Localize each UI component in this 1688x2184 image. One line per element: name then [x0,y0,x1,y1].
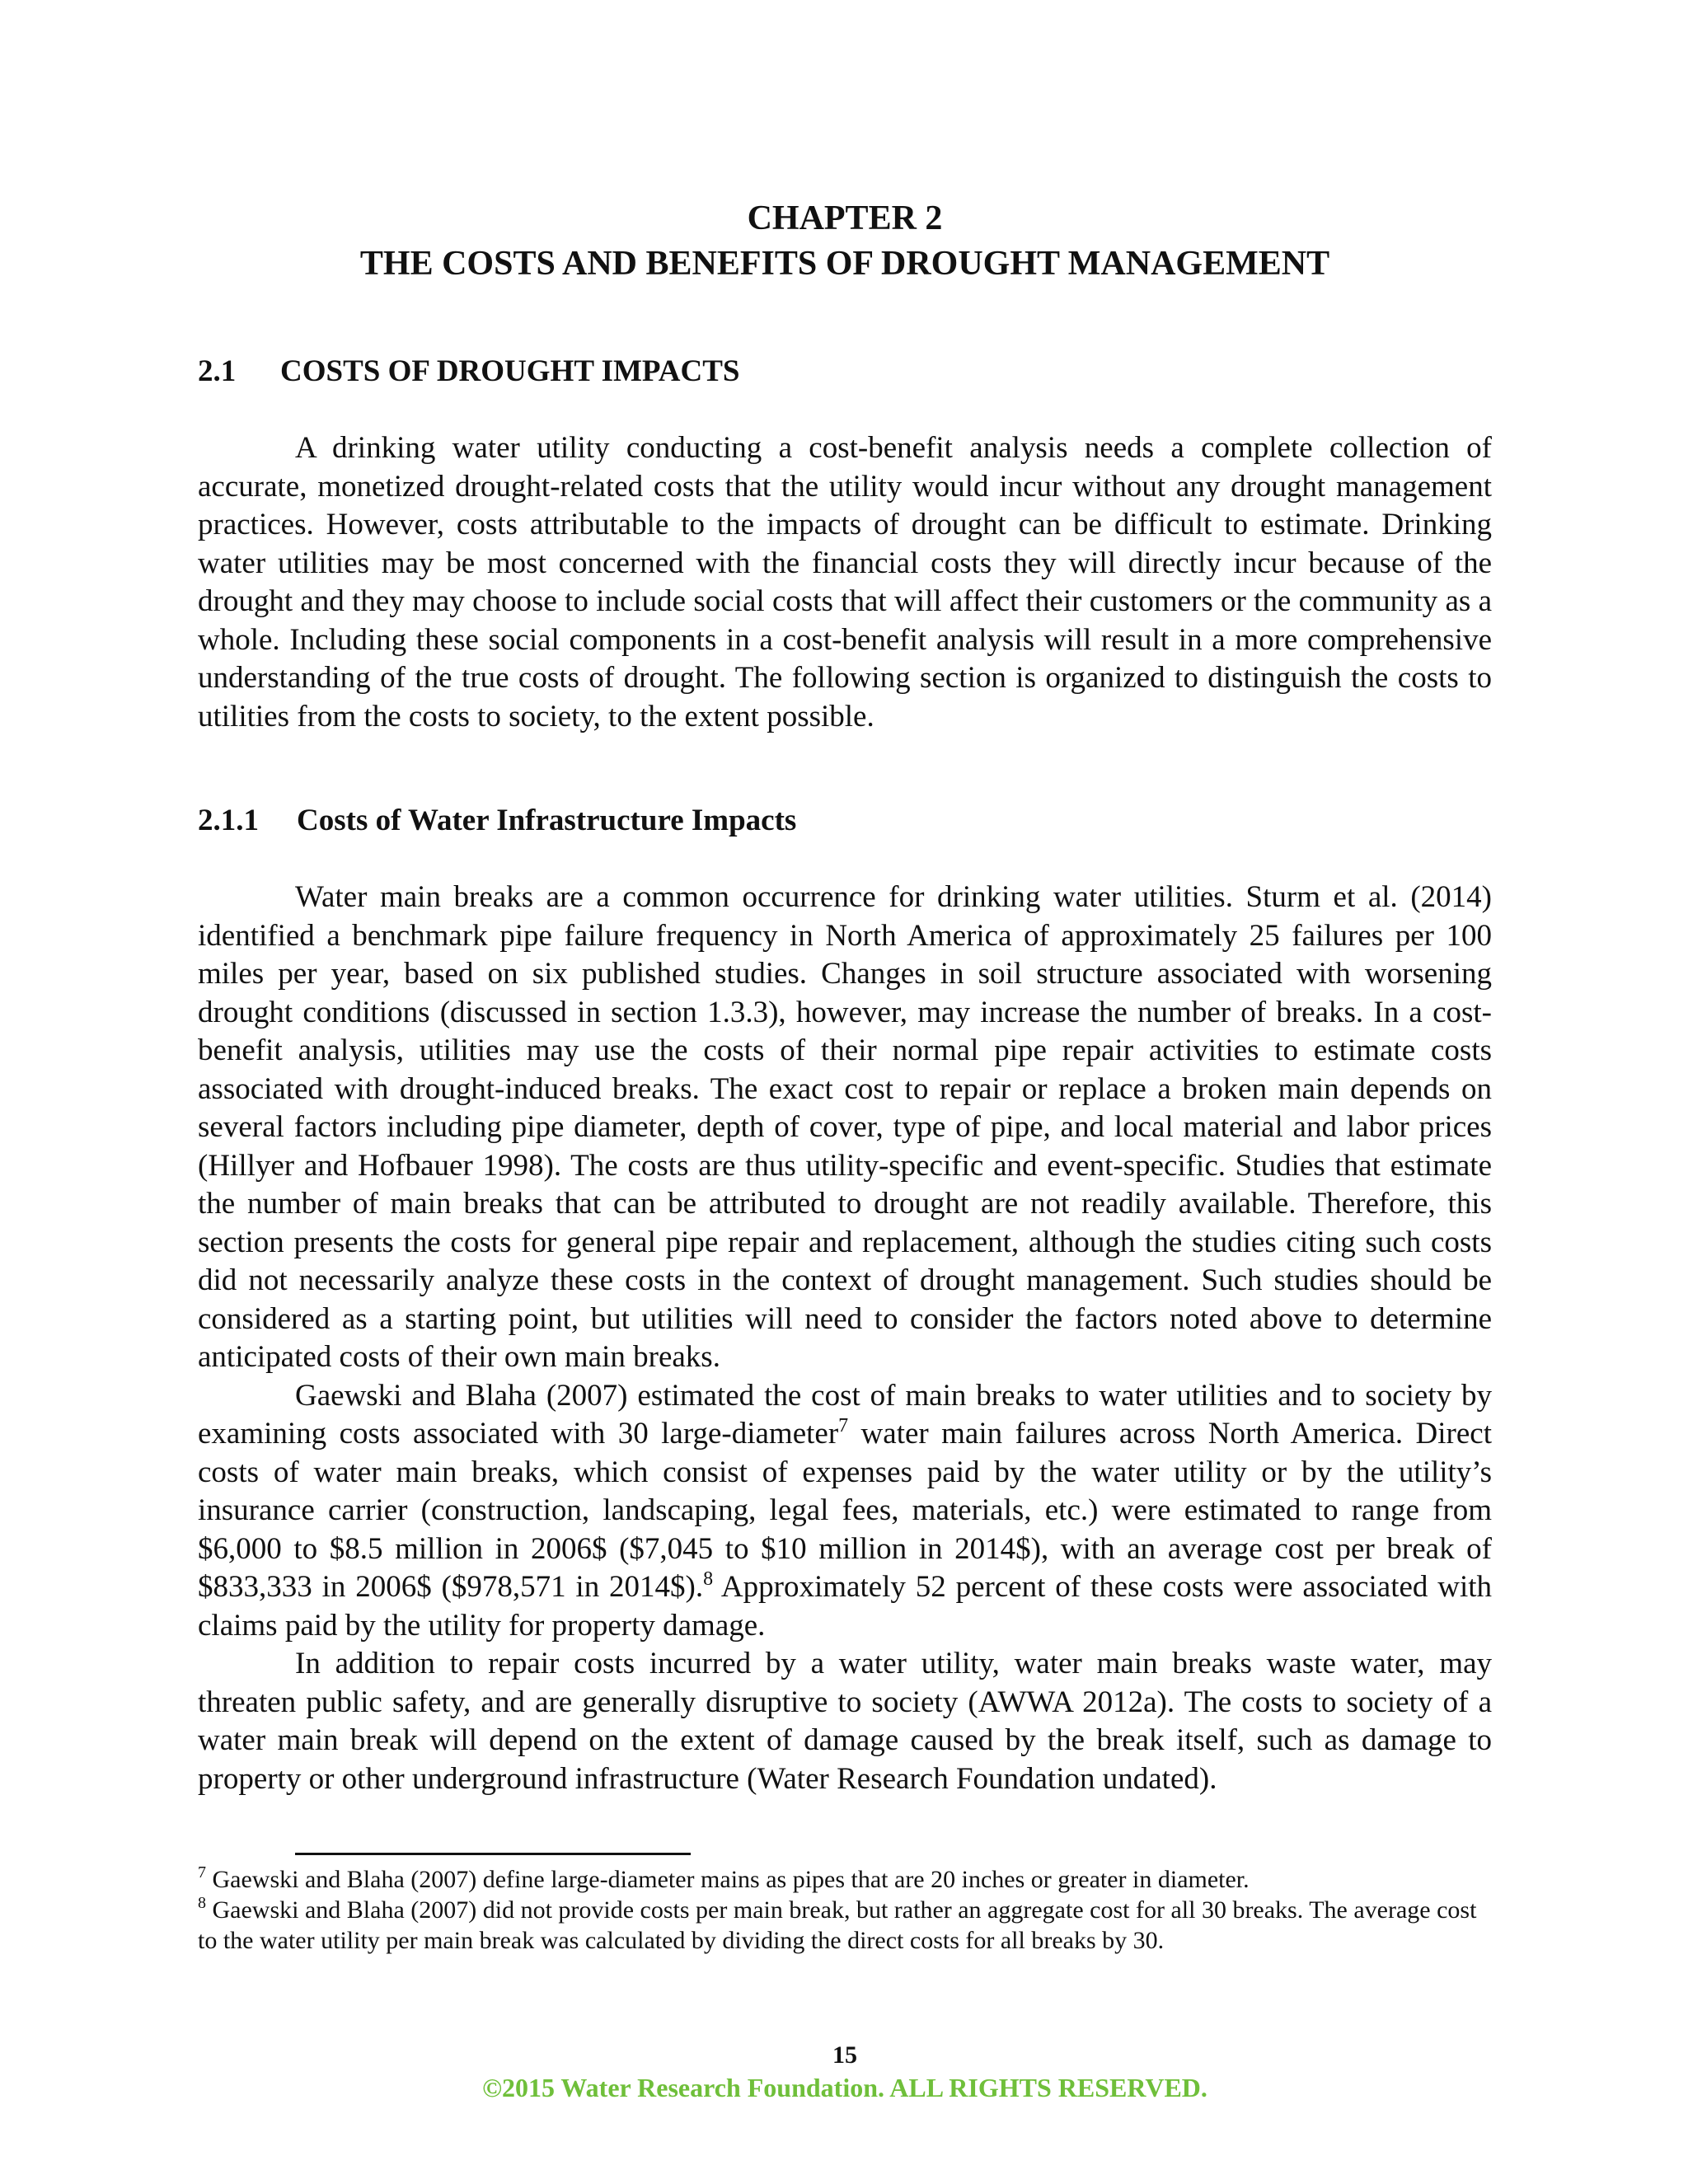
footnote-ref: 8 [703,1568,714,1590]
section-2-1-heading [198,353,739,391]
footnote [198,1864,1492,1895]
chapter-label: CHAPTER 2 [747,199,943,237]
paragraph: A drinking water utility conducting a cost-benefit analysis needs a complete collection of accurate, monetized drought-related costs that the utility would incur without any drought management practices. However, costs attributable to the impacts of drought can be difficult to estimate. Drinking water utilities may be most concerned with the financial costs they will directly incur because of the drought and they may choose to include social costs that will affect their customers or the community as a whole. Including these social components in a cost-benefit analysis will result in a more comprehensive understanding of the true costs of drought. The following section is organized to distinguish the costs to utilities from the costs to society, to the extent possible. [198,431,1492,733]
paragraph-text: Approximately 52 percent of these costs were associated with claims paid by the utility for property damage. [198,1570,1493,1643]
section-2-1-1-body [198,879,1492,1798]
footnote-text: Gaewski and Blaha (2007) did not provide costs per main break, but rather an aggregate cost for all 30 breaks. The average cost to the water utility per main break was calculated by dividing the direct costs for all breaks by 30. [198,1896,1477,1954]
section-2-1-body [198,429,1492,736]
section-number: 2.1 [198,354,237,388]
paragraph-text: Gaewski and Blaha (2007) estimated the cost of main breaks to water utilities and to society by examining costs associated with 30 large-diameter [198,1378,1492,1451]
footnotes [198,1864,1492,1956]
footnote-ref: 7 [838,1415,849,1436]
paragraph [198,1377,1492,1646]
footnote [198,1895,1492,1956]
section-title: COSTS OF DROUGHT IMPACTS [280,354,740,388]
section-2-1-1-heading [198,802,796,840]
paragraph: Water main breaks are a common occurrence for drinking water utilities. Sturm et al. (2014) identified a benchmark pipe failure frequency in North America of approximately 25 failures per 100 miles per year, based on six published studies. Changes in soil structure associated with worsening drought conditions (discussed in section 1.3.3), however, may increase the number of breaks. In a cost-benefit analysis, utilities may use the costs of their normal pipe repair activities to estimate costs associated with drought-induced breaks. The exact cost to repair or replace a broken main depends on several factors including pipe diameter, depth of cover, type of pipe, and local material and labor prices (Hillyer and Hofbauer 1998). The costs are thus utility-specific and event-specific. Studies that estimate the number of main breaks that can be attributed to drought are not readily available. Therefore, this section presents the costs for general pipe repair and replacement, although the studies citing such costs did not necessarily analyze these costs in the context of drought management. Such studies should be considered as a starting point, but utilities will need to consider the factors noted above to determine anticipated costs of their own main breaks. [198,880,1492,1374]
paragraph-text: water main failures across North America. Direct costs of water main breaks, which consist of expenses paid by the water utility or by the utility’s insurance carrier (construction, landscaping, legal fees, materials, etc.) were estimated to range from $6,000 to $8.5 million in 2006$ ($7,045 to $10 million in 2014$), with an average cost per break of $833,333 in 2006$ ($978,571 in 2014$). [198,1417,1492,1604]
chapter-title: THE COSTS AND BENEFITS OF DROUGHT MANAGEMENT [359,245,1330,283]
paragraph: In addition to repair costs incurred by a water utility, water main breaks waste water, may threaten public safety, and are generally disruptive to society (AWWA 2012a). The costs to society of a water main break will depend on the extent of damage caused by the break itself, such as damage to property or other underground infrastructure (Water Research Foundation undated). [198,1647,1492,1796]
page-number: 15 [832,2041,857,2069]
footnote-marker: 8 [198,1894,206,1912]
section-number: 2.1.1 [198,804,259,837]
document-page [198,0,1492,2184]
footnote-text: Gaewski and Blaha (2007) define large-diameter mains as pipes that are 20 inches or greater in diameter. [206,1866,1250,1893]
footnote-marker: 7 [198,1863,206,1882]
chapter-heading [198,196,1492,287]
section-title: Costs of Water Infrastructure Impacts [297,804,797,837]
copyright-notice: ©2015 Water Research Foundation. ALL RIGHTS RESERVED. [482,2073,1207,2102]
footnote-divider [295,1853,691,1855]
